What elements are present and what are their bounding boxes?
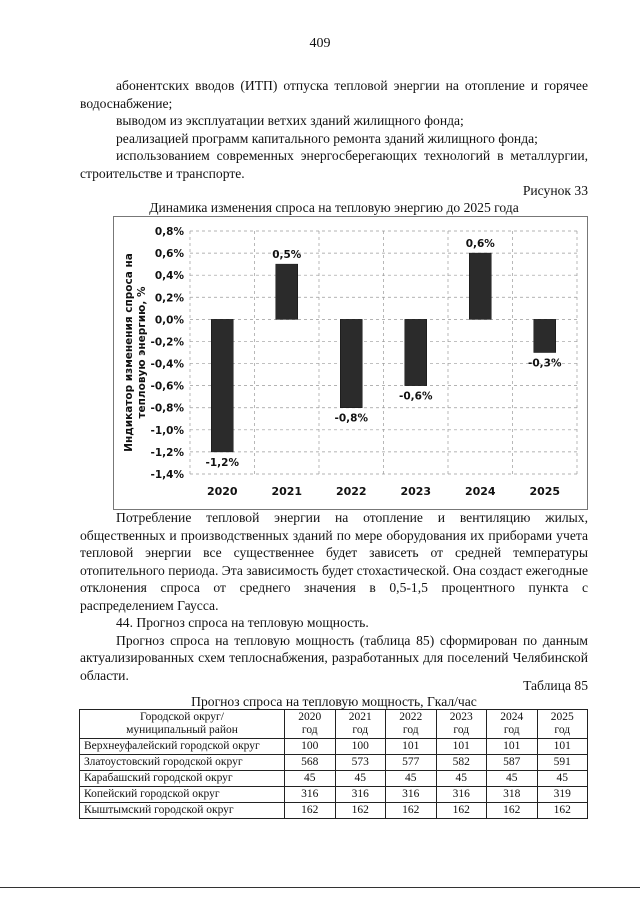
value-cell: 577 xyxy=(386,755,437,771)
district-name-cell: Копейский городской округ xyxy=(80,787,285,803)
forecast-table xyxy=(79,709,588,819)
year-column-header xyxy=(487,710,538,739)
value-cell: 45 xyxy=(487,771,538,787)
value-cell: 101 xyxy=(487,739,538,755)
y-tick-label: -0,8% xyxy=(150,402,184,415)
y-tick-label: 0,8% xyxy=(154,226,184,238)
paragraph-decommission: выводом из эксплуатации ветхих зданий жилищного фонда; xyxy=(116,113,464,128)
table-row xyxy=(80,755,588,771)
data-label: -0,8% xyxy=(334,412,368,425)
table-row xyxy=(80,787,588,803)
bar xyxy=(276,264,298,319)
value-cell: 316 xyxy=(335,787,386,803)
year-value: 2022 xyxy=(399,711,423,723)
y-tick-label: -1,0% xyxy=(150,424,184,437)
data-label: 0,5% xyxy=(272,249,302,262)
y-tick-label: -0,6% xyxy=(150,380,184,393)
data-label: -0,6% xyxy=(399,390,433,403)
value-cell: 100 xyxy=(335,739,386,755)
paragraph-renovation: реализацией программ капитального ремонта зданий жилищного фонда; xyxy=(116,130,538,146)
y-tick-label: 0,4% xyxy=(154,270,184,283)
chart-grid xyxy=(190,231,577,474)
district-name-cell: Карабашский городской округ xyxy=(80,771,285,787)
year-value: 2024 xyxy=(500,711,524,723)
year-column-header xyxy=(436,710,487,739)
value-cell: 162 xyxy=(487,803,538,819)
value-cell: 162 xyxy=(386,803,437,819)
bar xyxy=(534,319,556,352)
value-cell: 162 xyxy=(335,803,386,819)
table-body xyxy=(80,739,588,819)
data-label: -0,3% xyxy=(528,357,562,370)
district-column-header xyxy=(80,710,285,739)
table-row xyxy=(80,803,588,819)
y-tick-label: 0,2% xyxy=(154,292,184,305)
figure-label: Рисунок 33 xyxy=(522,183,588,198)
analysis-text xyxy=(80,509,588,684)
x-tick-label: 2025 xyxy=(529,485,561,498)
y-tick-label: -1,2% xyxy=(150,446,184,459)
value-cell: 45 xyxy=(386,771,437,787)
bar xyxy=(211,319,233,452)
year-value: 2025 xyxy=(550,711,574,723)
chart-title: Динамика изменения спроса на тепловую энергию до 2025 года xyxy=(149,200,519,215)
value-cell: 316 xyxy=(285,787,336,803)
value-cell: 101 xyxy=(537,739,588,755)
year-suffix: год xyxy=(554,724,571,736)
x-tick-label: 2024 xyxy=(464,485,496,498)
year-suffix: год xyxy=(402,724,419,736)
value-cell: 101 xyxy=(386,739,437,755)
table-row xyxy=(80,771,588,787)
year-value: 2023 xyxy=(449,711,473,723)
x-tick-label: 2022 xyxy=(335,485,367,498)
value-cell: 45 xyxy=(335,771,386,787)
value-cell: 162 xyxy=(285,803,336,819)
data-label: 0,6% xyxy=(465,238,495,251)
year-suffix: год xyxy=(503,724,520,736)
table-label: Таблица 85 xyxy=(523,678,588,693)
year-suffix: год xyxy=(352,724,369,736)
paragraph-technologies: использованием современных энергосберегающих технологий в металлургии, строительстве и транспорте. xyxy=(80,148,588,181)
value-cell: 582 xyxy=(436,755,487,771)
demand-change-chart xyxy=(113,216,588,510)
district-name-cell: Верхнеуфалейский городской округ xyxy=(80,739,285,755)
table-row xyxy=(80,739,588,755)
year-column-header xyxy=(537,710,588,739)
value-cell: 162 xyxy=(436,803,487,819)
value-cell: 45 xyxy=(436,771,487,787)
paragraph-consumption: Потребление тепловой энергии на отопление и вентиляцию жилых, общественных и производственных зданий по мере оборудования их приборами учета тепловой энергии все существеннее будет зависеть от средней температуры отопительного периода. Эта зависимость будет стохастической. Она создаст ежегодные отклонения спроса от среднего значения в 0,5-1,5 процентного пункта с распределением Гаусса. xyxy=(80,510,588,613)
x-tick-label: 2023 xyxy=(400,485,432,498)
paragraph-forecast: Прогноз спроса на тепловую мощность (таблица 85) сформирован по данным актуализированных схем теплоснабжения, разработанных для поселений Челябинской области. xyxy=(80,632,588,683)
value-cell: 316 xyxy=(436,787,487,803)
table-title: Прогноз спроса на тепловую мощность, Гкал/час xyxy=(191,694,477,709)
value-cell: 587 xyxy=(487,755,538,771)
paragraph-itp: абонентских вводов (ИТП) отпуска тепловой энергии на отопление и горячее водоснабжение; xyxy=(80,78,588,111)
y-tick-label: -0,4% xyxy=(150,358,184,371)
value-cell: 100 xyxy=(285,739,336,755)
y-axis-title: Индикатор изменения спроса натепловую энергию, % xyxy=(123,253,148,452)
y-tick-label: -1,4% xyxy=(150,469,184,481)
value-cell: 101 xyxy=(436,739,487,755)
year-column-header xyxy=(386,710,437,739)
district-name-cell: Кыштымский городской округ xyxy=(80,803,285,819)
value-cell: 318 xyxy=(487,787,538,803)
year-suffix: год xyxy=(301,724,318,736)
y-tick-label: 0,6% xyxy=(154,248,184,261)
y-tick-label: 0,0% xyxy=(154,314,184,327)
value-cell: 45 xyxy=(285,771,336,787)
value-cell: 45 xyxy=(537,771,588,787)
value-cell: 573 xyxy=(335,755,386,771)
data-label: -1,2% xyxy=(205,456,239,469)
page-number: 409 xyxy=(309,36,331,51)
bar xyxy=(340,319,362,407)
table-header-row xyxy=(80,710,588,739)
district-header-line1: Городской округ/ xyxy=(140,711,224,723)
year-suffix: год xyxy=(453,724,470,736)
section-heading-44: 44. Прогноз спроса на тепловую мощность. xyxy=(116,615,369,630)
y-tick-label: -0,2% xyxy=(150,336,184,349)
value-cell: 568 xyxy=(285,755,336,771)
bar xyxy=(405,319,427,385)
year-column-header xyxy=(285,710,336,739)
intro-text xyxy=(80,77,588,200)
value-cell: 316 xyxy=(386,787,437,803)
x-tick-label: 2021 xyxy=(271,485,303,498)
bar xyxy=(469,253,491,319)
year-value: 2021 xyxy=(348,711,372,723)
district-header-line2: муниципальный район xyxy=(126,724,238,736)
x-tick-label: 2020 xyxy=(206,485,238,498)
chart-svg xyxy=(114,217,587,509)
year-column-header xyxy=(335,710,386,739)
district-name-cell: Златоустовский городской округ xyxy=(80,755,285,771)
footer-rule xyxy=(0,887,640,888)
year-value: 2020 xyxy=(298,711,322,723)
value-cell: 162 xyxy=(537,803,588,819)
value-cell: 319 xyxy=(537,787,588,803)
value-cell: 591 xyxy=(537,755,588,771)
